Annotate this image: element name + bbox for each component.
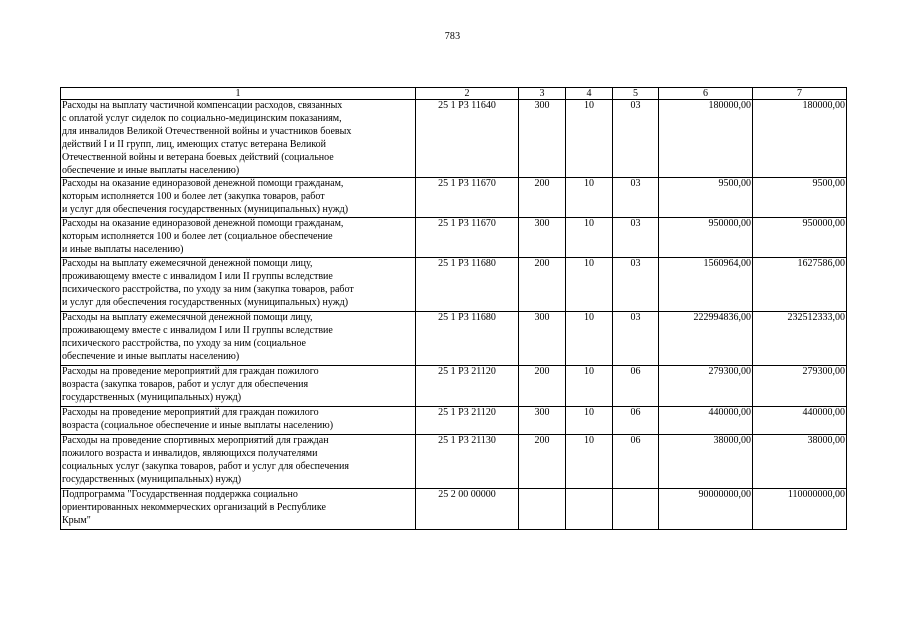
header-row — [61, 88, 847, 100]
row-amount-6: 222994836,00 — [659, 312, 753, 366]
row-col-5: 06 — [613, 435, 659, 489]
row-description: Расходы на оказание единоразовой денежной помощи гражданам, которым исполняется 100 и более лет (социальное обеспечение и иные выплаты населению) — [61, 218, 416, 258]
row-description: Расходы на проведение мероприятий для граждан пожилого возраста (закупка товаров, работ и услуг для обеспечения государственных (муниципальных) нужд) — [61, 366, 416, 407]
table-row — [61, 312, 847, 366]
row-col-3: 200 — [519, 435, 566, 489]
row-col-3 — [519, 489, 566, 530]
row-col-4: 10 — [566, 258, 613, 312]
row-amount-7: 950000,00 — [753, 218, 847, 258]
row-col-4: 10 — [566, 218, 613, 258]
row-col-4: 10 — [566, 435, 613, 489]
table-row — [61, 258, 847, 312]
header-col-4: 4 — [566, 88, 613, 100]
table-row — [61, 218, 847, 258]
header-col-7: 7 — [753, 88, 847, 100]
row-description: Расходы на проведение спортивных мероприятий для граждан пожилого возраста и инвалидов, являющихся получателями социальных услуг (закупка товаров, работ и услуг для обеспечения государственных (муниципальных) нужд) — [61, 435, 416, 489]
row-amount-6: 90000000,00 — [659, 489, 753, 530]
row-col-4: 10 — [566, 366, 613, 407]
row-col-3: 300 — [519, 407, 566, 435]
page-number: 783 — [444, 31, 461, 42]
row-description: Расходы на выплату ежемесячной денежной помощи лицу, проживающему вместе с инвалидом I или II группы вследствие психического расстройства, по уходу за ним (закупка товаров, работ и услуг для обеспечения государственных (муниципальных) нужд) — [61, 258, 416, 312]
row-description: Расходы на проведение мероприятий для граждан пожилого возраста (социальное обеспечение и иные выплаты населению) — [61, 407, 416, 435]
header-col-2: 2 — [416, 88, 519, 100]
row-col-3: 200 — [519, 178, 566, 218]
row-amount-6: 9500,00 — [659, 178, 753, 218]
row-target-code: 25 1 Р3 11680 — [416, 312, 519, 366]
row-col-4 — [566, 489, 613, 530]
row-col-5: 03 — [613, 100, 659, 178]
row-amount-6: 1560964,00 — [659, 258, 753, 312]
row-description: Расходы на оказание единоразовой денежной помощи гражданам, которым исполняется 100 и более лет (закупка товаров, работ и услуг для обеспечения государственных (муниципальных) нужд) — [61, 178, 416, 218]
row-amount-6: 38000,00 — [659, 435, 753, 489]
row-amount-7: 232512333,00 — [753, 312, 847, 366]
row-col-5: 03 — [613, 258, 659, 312]
table-row — [61, 407, 847, 435]
row-col-3: 300 — [519, 218, 566, 258]
row-col-5: 06 — [613, 407, 659, 435]
row-target-code: 25 2 00 00000 — [416, 489, 519, 530]
row-amount-7: 110000000,00 — [753, 489, 847, 530]
table-header — [61, 88, 847, 100]
row-target-code: 25 1 Р3 11670 — [416, 178, 519, 218]
header-col-1: 1 — [61, 88, 416, 100]
row-col-3: 200 — [519, 366, 566, 407]
budget-table — [60, 87, 847, 530]
header-col-6: 6 — [659, 88, 753, 100]
table-row — [61, 100, 847, 178]
row-col-4: 10 — [566, 178, 613, 218]
table-row — [61, 489, 847, 530]
row-col-5: 03 — [613, 312, 659, 366]
row-col-5 — [613, 489, 659, 530]
row-amount-7: 180000,00 — [753, 100, 847, 178]
row-amount-7: 1627586,00 — [753, 258, 847, 312]
row-col-3: 300 — [519, 100, 566, 178]
row-col-5: 03 — [613, 178, 659, 218]
row-target-code: 25 1 Р3 21120 — [416, 366, 519, 407]
row-description: Расходы на выплату ежемесячной денежной помощи лицу, проживающему вместе с инвалидом I или II группы вследствие психического расстройства, по уходу за ним (социальное обеспечение и иные выплаты населению) — [61, 312, 416, 366]
row-target-code: 25 1 Р3 11640 — [416, 100, 519, 178]
header-col-5: 5 — [613, 88, 659, 100]
row-col-3: 300 — [519, 312, 566, 366]
row-amount-6: 180000,00 — [659, 100, 753, 178]
row-col-4: 10 — [566, 100, 613, 178]
row-col-5: 06 — [613, 366, 659, 407]
row-amount-6: 440000,00 — [659, 407, 753, 435]
row-amount-7: 38000,00 — [753, 435, 847, 489]
header-col-3: 3 — [519, 88, 566, 100]
row-target-code: 25 1 Р3 21130 — [416, 435, 519, 489]
row-amount-7: 279300,00 — [753, 366, 847, 407]
row-amount-6: 950000,00 — [659, 218, 753, 258]
row-target-code: 25 1 Р3 11670 — [416, 218, 519, 258]
row-target-code: 25 1 Р3 11680 — [416, 258, 519, 312]
row-target-code: 25 1 Р3 21120 — [416, 407, 519, 435]
row-description: Расходы на выплату частичной компенсации расходов, связанных с оплатой услуг сиделок по социально-медицинским показаниям, для инвалидов Великой Отечественной войны и участников боевых действий I и II групп, лиц, имеющих статус ветерана Великой Отечественной войны и ветерана боевых действий (социальное обеспечение и иные выплаты населению) — [61, 100, 416, 178]
table-body — [61, 100, 847, 530]
table-row — [61, 435, 847, 489]
table-row — [61, 178, 847, 218]
row-col-3: 200 — [519, 258, 566, 312]
row-col-5: 03 — [613, 218, 659, 258]
row-amount-6: 279300,00 — [659, 366, 753, 407]
row-amount-7: 440000,00 — [753, 407, 847, 435]
row-amount-7: 9500,00 — [753, 178, 847, 218]
row-description: Подпрограмма "Государственная поддержка социально ориентированных некоммерческих организаций в Республике Крым" — [61, 489, 416, 530]
row-col-4: 10 — [566, 407, 613, 435]
row-col-4: 10 — [566, 312, 613, 366]
table-row — [61, 366, 847, 407]
